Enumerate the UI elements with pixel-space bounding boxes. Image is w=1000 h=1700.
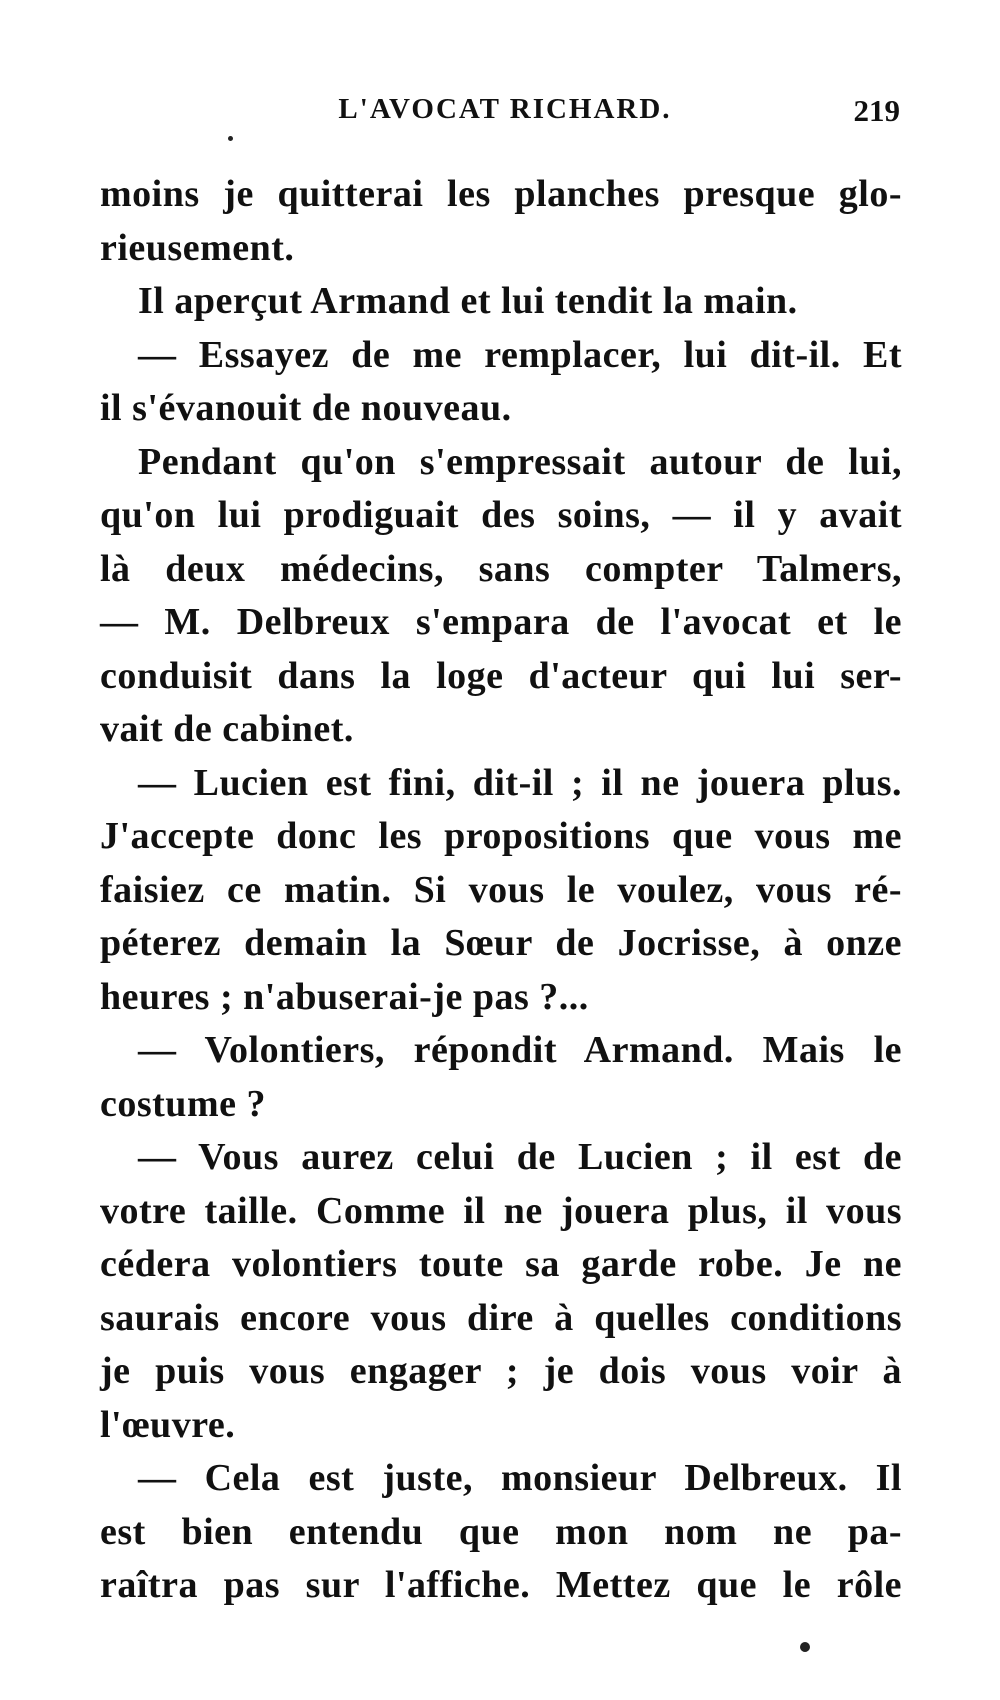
- text-line: faisiez ce matin. Si vous le voulez, vous ré-: [100, 868, 902, 911]
- text-line: — Volontiers, répondit Armand. Mais le: [138, 1029, 902, 1071]
- text-line: Pendant qu'on s'empressait autour de lui,: [138, 440, 902, 483]
- text-line: vait de cabinet.: [100, 708, 354, 750]
- page-number: 219: [853, 93, 900, 128]
- text-line: l'œuvre.: [100, 1403, 236, 1446]
- text-line: rieusement.: [100, 226, 295, 269]
- text-line: là deux médecins, sans compter Talmers,: [100, 547, 902, 590]
- ink-speck: [800, 1642, 810, 1652]
- text-line: péterez demain la Sœur de Jocrisse, à onze: [100, 922, 902, 964]
- text-line: — Lucien est fini, dit-il ; il ne jouera plus.: [138, 761, 902, 804]
- text-line: cédera volontiers toute sa garde robe. Je ne: [100, 1243, 902, 1285]
- text-line: J'accepte donc les propositions que vous me: [100, 815, 902, 857]
- ink-speck: [228, 136, 233, 141]
- text-line: il s'évanouit de nouveau.: [100, 387, 512, 429]
- text-line: moins je quitterai les planches presque glo-: [100, 173, 902, 215]
- text-line: conduisit dans la loge d'acteur qui lui ser-: [100, 654, 902, 697]
- text-line: saurais encore vous dire à quelles conditions: [100, 1296, 902, 1339]
- running-title: L'AVOCAT RICHARD.: [338, 93, 672, 125]
- text-line: raîtra pas sur l'affiche. Mettez que le rôle: [100, 1564, 902, 1606]
- text-line: qu'on lui prodiguait des soins, — il y avait: [100, 494, 902, 536]
- text-line: costume ?: [100, 1082, 266, 1125]
- text-line: — M. Delbreux s'empara de l'avocat et le: [100, 601, 902, 643]
- text-line: — Essayez de me remplacer, lui dit-il. Et: [138, 333, 902, 376]
- text-line: Il aperçut Armand et lui tendit la main.: [138, 280, 798, 322]
- text-line: je puis vous engager ; je dois vous voir à: [100, 1350, 902, 1392]
- body-text: [100, 168, 902, 1613]
- text-line: heures ; n'abuserai-je pas ?...: [100, 975, 589, 1018]
- text-line: — Cela est juste, monsieur Delbreux. Il: [138, 1457, 902, 1499]
- text-line: est bien entendu que mon nom ne pa-: [100, 1510, 902, 1553]
- text-line: — Vous aurez celui de Lucien ; il est de: [138, 1136, 902, 1178]
- text-line: votre taille. Comme il ne jouera plus, il vous: [100, 1189, 902, 1232]
